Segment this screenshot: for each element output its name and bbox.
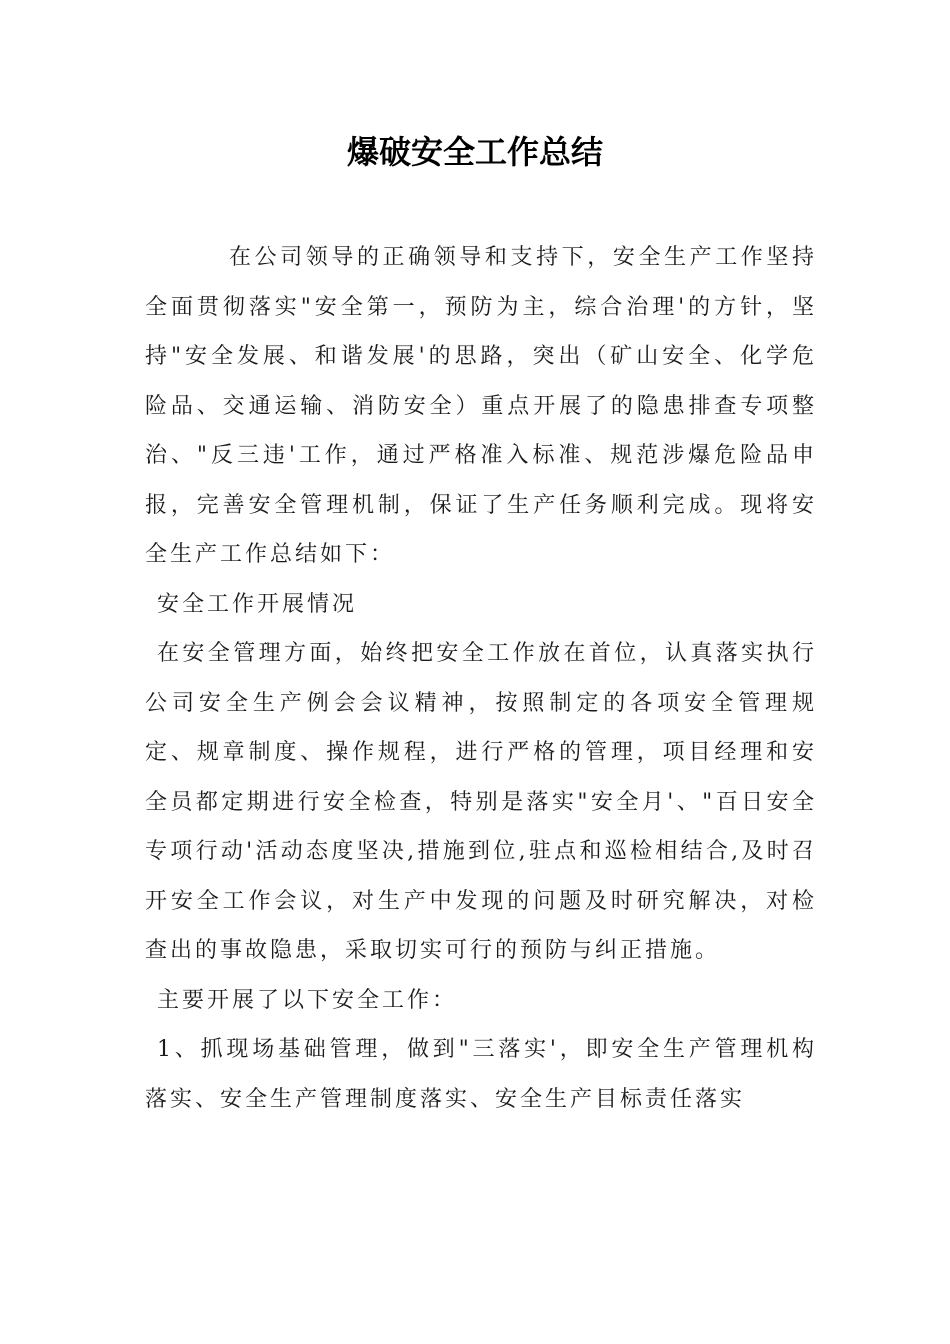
section-heading: 安全工作开展情况 [157,591,358,617]
document-title: 爆破安全工作总结 [346,133,603,171]
intro-paragraph: 在公司领导的正确领导和支持下，安全生产工作坚持全面贯彻落实"安全第一，预防为主，综合治理'的方针，坚持"安全发展、和谐发展'的思路，突出（矿山安全、化学危险品、交通运输、消防安全）重点开展了的隐患排查专项整治、"反三违'工作，通过严格准入标准、规范涉爆危险品申报，完善安全管理机制，保证了生产任务顺利完成。现将安全生产工作总结如下： [145,245,817,567]
document-body [145,233,817,1124]
management-paragraph: 在安全管理方面，始终把安全工作放在首位，认真落实执行公司安全生产例会会议精神，按照制定的各项安全管理规定、规章制度、操作规程，进行严格的管理，项目经理和安全员都定期进行安全检查，特别是落实"安全月'、"百日安全专项行动'活动态度坚决,措施到位,驻点和巡检相结合,及时召开安全工作会议，对生产中发现的问题及时研究解决，对检查出的事故隐患，采取切实可行的预防与纠正措施。 [145,641,817,963]
subsection-heading: 主要开展了以下安全工作： [157,987,458,1013]
list-item: 1、抓现场基础管理，做到"三落实'，即安全生产管理机构落实、安全生产管理制度落实、安全生产目标责任落实 [145,1037,817,1112]
